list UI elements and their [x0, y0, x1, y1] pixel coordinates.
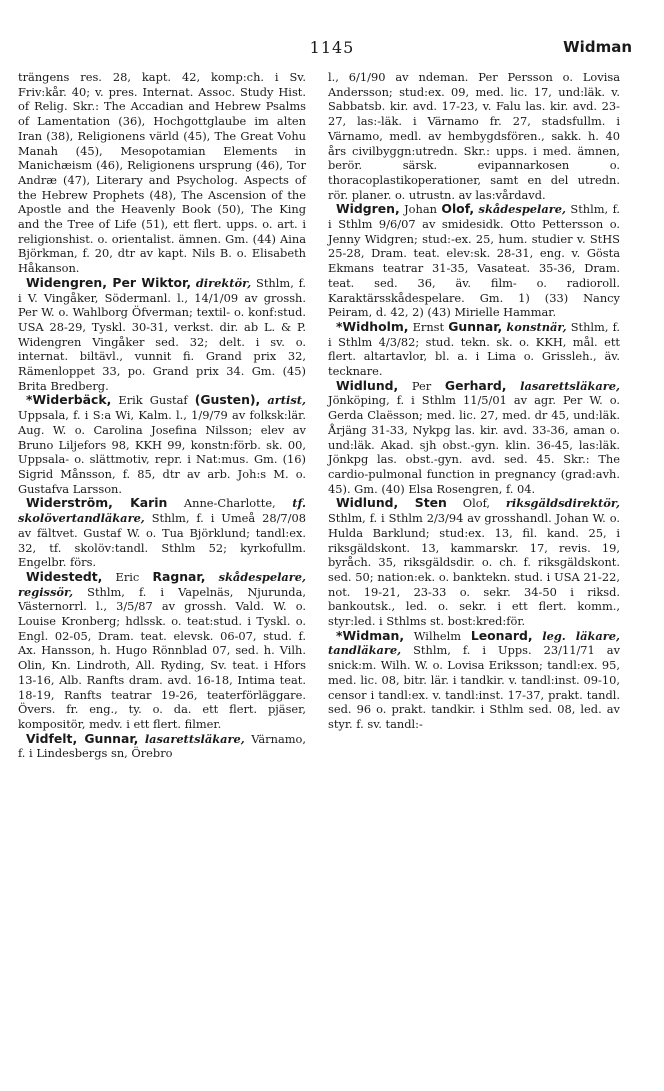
- entry-body: Sthlm, f. i Upps. 23/11/71 av snick:m. Wilh. W. o. Lovisa Eriksson; tandl:ex. 95, med. lic. 08, bitr. lär. i tandkir. v. tandl:inst. 09-10, censor i tandl:ex. v. tandl:inst. 17-37, prakt. tandl. sed. 96 o. prakt. tandkir. i Sthlm sed. 08, led. av styr. f. sv. tandl:-: [328, 643, 621, 731]
- entry-body: Jönköping, f. i Sthlm 11/5/01 av agr. Per W. o. Gerda Claësson; med. lic. 27, med. dr 45, und:läk. Årjäng 31-33, Nykpg las. kir. avd. 33-36, aman o. und:läk. Akad. sjh obst.-gyn. klin. 36-45, las:läk. Jönkpg las. obst.-gyn. avd. sed. 45. Skr.: The cardio-pulmonal function in pregnancy (grad:avh. 45). Gm. (40) Elsa Rosengren, f. 04.: [328, 393, 620, 496]
- entry-name: Widestedt,: [26, 568, 103, 584]
- entry-widman: [328, 629, 620, 732]
- entry-body: Värnamo, f. i Lindesbergs sn, Örebro: [18, 731, 307, 761]
- entry-occupation: direktör,: [195, 275, 252, 290]
- entry-occupation: riksgäldsdirektör,: [505, 496, 620, 511]
- entry-occupation: skådespelare, regissör,: [18, 569, 307, 599]
- entry-name: Widgren,: [336, 201, 400, 217]
- entry-name: Widlund,: [336, 377, 399, 393]
- entry-widengren: [18, 276, 306, 394]
- entry-body: Sthlm, f. i Vapelnäs, Njurunda, Västernorrl. l., 3/5/87 av grossh. Vald. W. o. Louise Kronberg; hdlssk. o. teat:stud. i Tyskl. o. Engl. 02-05, Dram. teat. elevsk. 06-07, stud. f. Ax. Hansson, h. Hugo Rönnblad 07, sed. h. Vilh. Olin, Kn. Lindroth, All. Ryding, Sv. teat. i Hfors 13-16, Alb. Ranfts dram. avd. 16-18, Intima teat. 18-19, Ranfts teatrar 19-26, teaterförläggare. Övers. fr. eng., ty. o. da. ett flert. pjäser, kompositör, medv. i ett flert. filmer.: [18, 584, 306, 731]
- entry-continuation: trängens res. 28, kapt. 42, komp:ch. i Sv. Friv:kår. 40; v. pres. Internat. Assoc. Study Hist. of Relig. Skr.: The Accadian and Hebrew Psalms of Lamentation (36), Hochgottglaube im alten Iran (38), Religionens värld (45), The Great Vohu Manah (45), Mesopotamian Elements in Manichæism (46), Religionens ursprung (46), Tor Andræ (47), Literary and Psycholog. Aspects of the Hebrew Prophets (48), The Ascension of the Apostle and the Heavenly Book (50), The King and the Tree of Life (51), ett flert. upps. o. art. i religionshist. o. orientalist. ämnen. Gm. (44) Aina Björkman, f. 20, dtr av kapt. Nils B. o. Elisabeth Håkanson.: [18, 70, 306, 276]
- entry-occupation: artist,: [267, 393, 306, 408]
- entry-widestedt: [18, 570, 306, 732]
- entry-given-names: Johan: [404, 202, 437, 217]
- entry-occupation: skådespelare,: [478, 202, 566, 217]
- entry-widerback: [18, 393, 306, 496]
- entry-name-called: Gerhard,: [444, 377, 507, 393]
- entry-body: Sthlm, f. i V. Vingåker, Södermanl. l., 14/1/09 av grossh. Per W. o. Wahlborg Öfverman; textil- o. konf:stud. USA 28-29, Tyskl. 30-31, verkst. dir. ab L. & P. Widengren Vingåker sed. 32; delt. i sv. o. internat. biltävl., vunnit fi. Grand prix 32, Rämenloppet 33, po. Grand prix 34. Gm. (45) Brita Bredberg.: [18, 275, 307, 393]
- entry-occupation: lasarettsläkare,: [520, 378, 621, 393]
- entry-widgren: [328, 202, 620, 320]
- entry-name-called: Gunnar,: [448, 318, 503, 334]
- entry-body: Sthlm, f. i Umeå 28/7/08 av fältvet. Gustaf W. o. Tua Björklund; tandl:ex. 32, tf. skolöv:tandl. Sthlm 52; kyrkofullm. Engelbr. förs.: [18, 511, 306, 570]
- entry-occupation: konstnär,: [506, 319, 567, 334]
- entry-widerstrom: [18, 496, 306, 570]
- entry-body: Sthlm, f. i Sthlm 2/3/94 av grosshandl. Johan W. o. Hulda Barklund; stud:ex. 13, fil. kand. 25, i riksgäldskont. 13, kammarskr. 17, revis. 19, byråch. 35, riksgäldsdir. o. ch. f. riksgäldskont. sed. 50; nation:ek. o. banktekn. stud. i USA 21-22, not. 19-21, 23-33 o. sekr. 34-50 i riksd. bankoutsk., led. o. sekr. i ett flert. komm., styr:led. i Sthlms st. bost:kred:för.: [328, 511, 620, 629]
- entry-name-called: Leonard,: [470, 627, 533, 643]
- entry-name: Widerström, Karin: [26, 495, 168, 511]
- entry-given-names: Eric: [115, 569, 140, 584]
- entry-name: Vidfelt, Gunnar,: [26, 730, 139, 746]
- page-header: [18, 38, 646, 62]
- entry-occupation: leg. läkare, tandläkare,: [328, 628, 621, 658]
- left-column: [18, 70, 306, 761]
- entry-given-names: Olof,: [462, 496, 491, 511]
- running-head: Widman: [563, 38, 632, 56]
- entry-given-names: Erik Gustaf: [118, 393, 188, 408]
- entry-body: Sthlm, f. i Sthlm 4/3/82; stud. tekn. sk. o. KKH, mål. ett flert. altartavlor, bl. a. i Lima o. Grissleh., äv. tecknare.: [328, 319, 621, 379]
- entry-given-names: Anne-Charlotte,: [183, 496, 276, 511]
- entry-continuation: l., 6/1/90 av ndeman. Per Persson o. Lovisa Andersson; stud:ex. 09, med. lic. 17, und:läk. v. Sabbatsb. kir. avd. 17-23, v. Falu las. kir. avd. 23-27, las:-läk. i Värnamo fr. 27, stadsfullm. i Värnamo, medl. av hembygdsfören., sakk. h. 40 års civilbyggn:utredn. Skr.: upps. i med. ämnen, berör. särsk. evipannarkosen o. thoracoplastikoperationer, samt en del utredn. rör. planer. o. utrustn. av las:vårdavd.: [328, 70, 620, 202]
- entry-body: Uppsala, f. i S:a Wi, Kalm. l., 1/9/79 av folksk:lär. Aug. W. o. Carolina Josefina Nilsson; elev av Bruno Liljefors 98, KKH 99, konstn:förb. sk. 00, Uppsala- o. slättmotiv, repr. i Nat:mus. Gm. (16) Sigrid Månsson, f. 85, dtr av arb. Joh:s M. o. Gustafva Larsson.: [18, 408, 306, 496]
- page-number: 1145: [309, 38, 355, 57]
- entry-name: *Widerbäck,: [26, 392, 112, 408]
- entry-widholm: [328, 320, 620, 379]
- entry-occupation: tf. skolövertandläkare,: [18, 496, 307, 526]
- entry-widlund-sten: [328, 496, 620, 628]
- entry-name: Widengren, Per Wiktor,: [26, 274, 192, 290]
- entry-name: Widlund, Sten: [336, 495, 447, 511]
- entry-name-called: Ragnar,: [152, 568, 206, 584]
- entry-given-names: Wilhelm: [413, 628, 462, 643]
- right-column: [328, 70, 620, 732]
- entry-given-names: Ernst: [412, 319, 445, 334]
- entry-widlund-per: [328, 379, 620, 497]
- entry-name-called: (Gusten),: [194, 392, 261, 408]
- entry-vidfelt: [18, 732, 306, 761]
- entry-name: *Widholm,: [336, 318, 409, 334]
- entry-given-names: Per: [411, 378, 432, 393]
- entry-occupation: lasarettsläkare,: [144, 731, 245, 746]
- entry-name: *Widman,: [336, 627, 405, 643]
- entry-name-called: Olof,: [441, 201, 475, 217]
- entry-body: Sthlm, f. i Sthlm 9/6/07 av smidesidk. Otto Pettersson o. Jenny Widgren; stud:-ex. 25, hum. studier v. StHS 25-28, Dram. teat. elev:sk. 28-31, eng. v. Gösta Ekmans teatrar 31-35, Vasateat. 35-36, Dram. teat. sed. 36, äv. film- o. radioroll. Karaktärsskådespelare. Gm. 1) (33) Nancy Peiram, d. 42, 2) (43) Mirielle Hammar.: [328, 202, 621, 320]
